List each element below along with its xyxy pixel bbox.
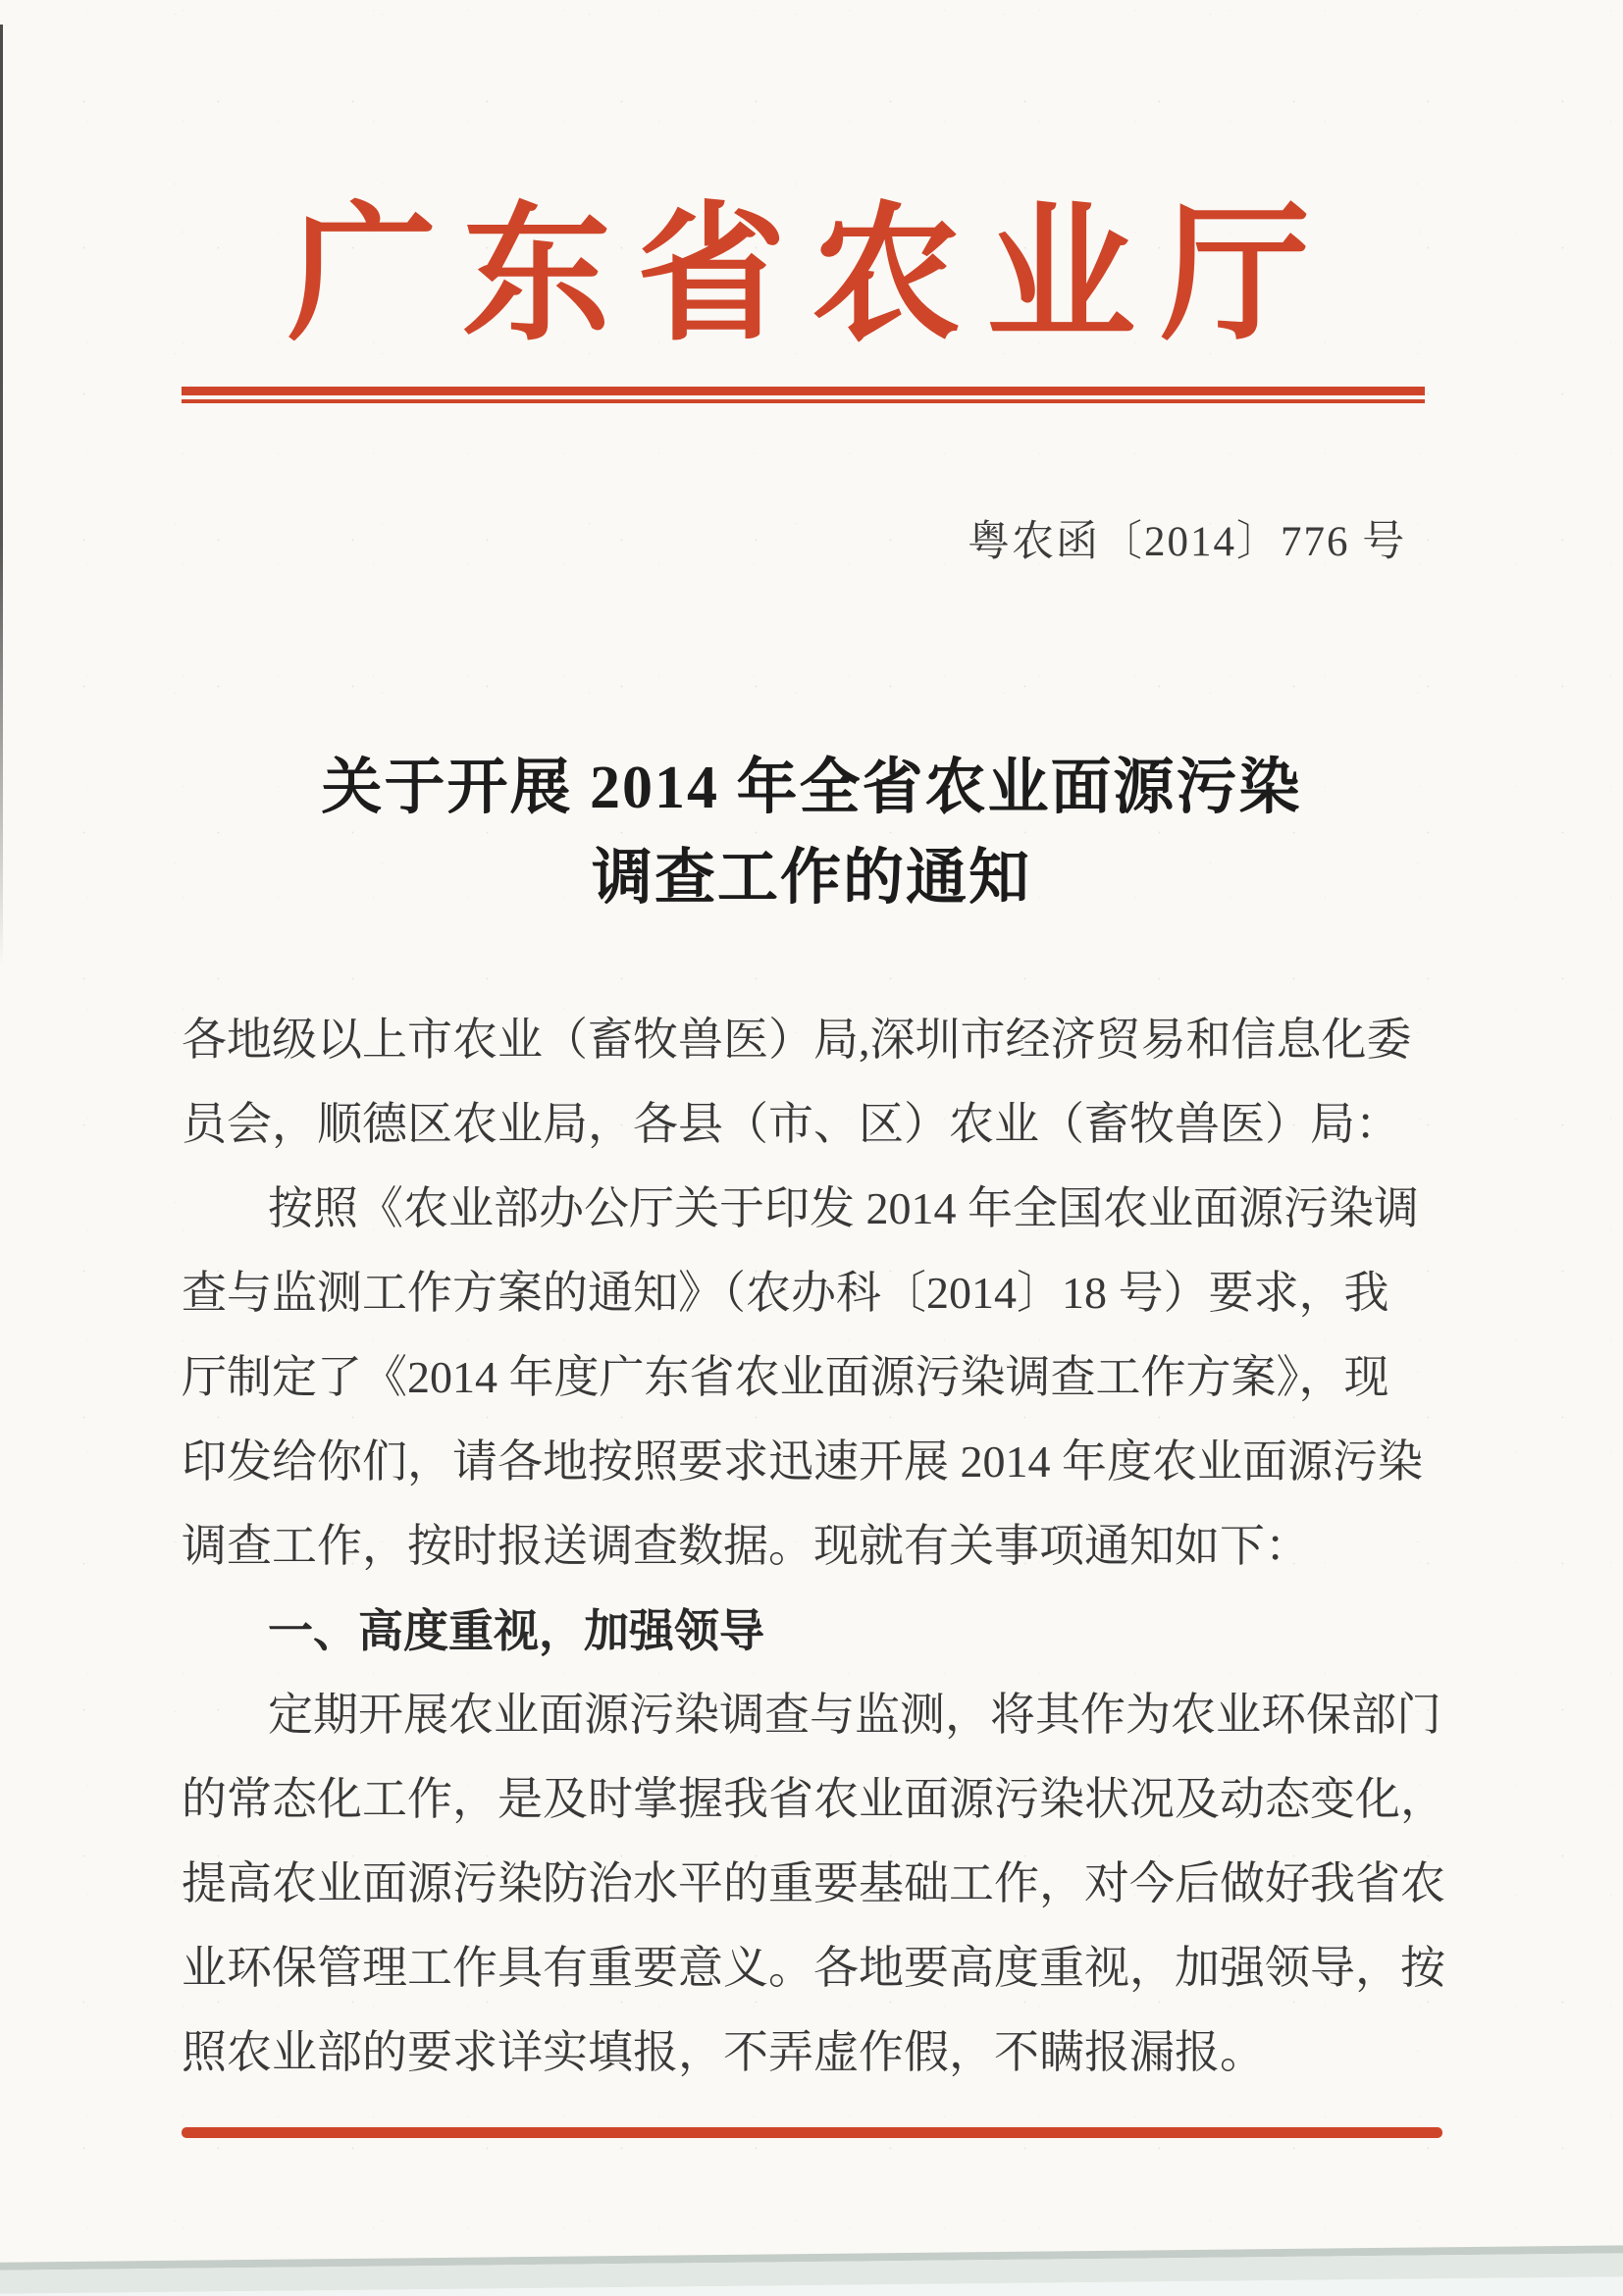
body-line: 员会，顺德区农业局，各县（市、区）农业（畜牧兽医）局： — [182, 1099, 1400, 1149]
body-line: 业环保管理工作具有重要意义。各地要高度重视，加强领导，按 — [182, 1943, 1445, 1993]
body-line: 照农业部的要求详实填报，不弄虚作假，不瞒报漏报。 — [182, 2027, 1265, 2077]
body-line: 厅制定了《2014 年度广东省农业面源污染调查工作方案》，现 — [182, 1352, 1389, 1402]
body-line: 定期开展农业面源污染调查与监测，将其作为农业环保部门 — [268, 1690, 1441, 1740]
document-number: 粤农函〔2014〕776 号 — [968, 519, 1407, 565]
body-line: 按照《农业部办公厅关于印发 2014 年全国农业面源污染调 — [268, 1183, 1419, 1233]
header-divider-thin — [182, 399, 1425, 403]
document-title-line-1: 关于开展 2014 年全省农业面源污染 — [321, 755, 1302, 821]
body-line: 各地级以上市农业（畜牧兽医）局,深圳市经济贸易和信息化委 — [182, 1015, 1412, 1065]
body-line: 提高农业面源污染防治水平的重要基础工作，对今后做好我省农 — [182, 1858, 1445, 1908]
header-divider-thick — [182, 387, 1425, 395]
section-heading: 一、高度重视，加强领导 — [268, 1605, 764, 1656]
body-line: 的常态化工作，是及时掌握我省农业面源污染状况及动态变化， — [182, 1774, 1445, 1824]
scan-bottom-edge-artifact — [0, 2245, 1623, 2296]
document-title-line-2: 调查工作的通知 — [591, 845, 1031, 912]
body-line: 查与监测工作方案的通知》（农办科〔2014〕18 号）要求，我 — [182, 1268, 1389, 1318]
footer-divider — [182, 2127, 1442, 2138]
body-line: 印发给你们，请各地按照要求迅速开展 2014 年度农业面源污染 — [182, 1436, 1423, 1487]
body-line: 调查工作，按时报送调查数据。现就有关事项通知如下： — [182, 1521, 1310, 1571]
scan-left-edge-shadow — [0, 25, 3, 966]
agency-name: 广东省农业厅 — [288, 193, 1335, 358]
